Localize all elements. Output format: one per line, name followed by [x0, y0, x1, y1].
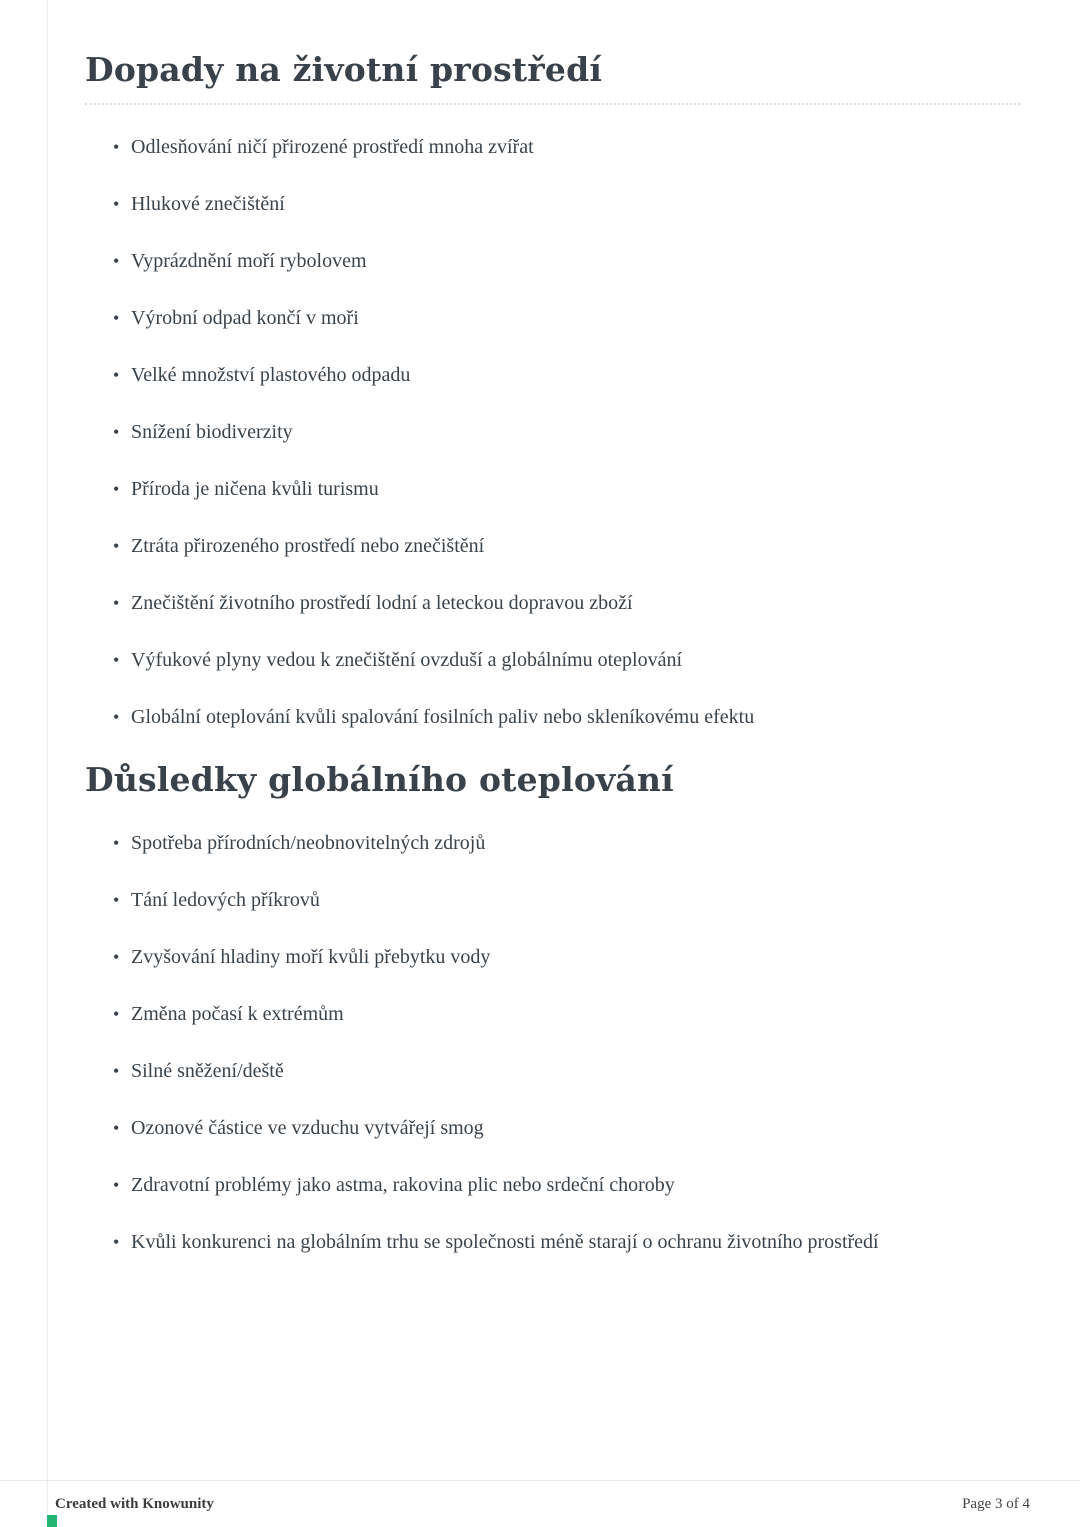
list-item: • Silné sněžení/deště	[113, 1057, 943, 1086]
list-item: • Zdravotní problémy jako astma, rakovina plic nebo srdeční choroby	[113, 1171, 943, 1200]
list-item: • Spotřeba přírodních/neobnovitelných zdrojů	[113, 829, 943, 858]
list-item: • Příroda je ničena kvůli turismu	[113, 475, 943, 504]
page-number-label: Page 3 of 4	[962, 1495, 1030, 1512]
list-item: • Výrobní odpad končí v moři	[113, 304, 943, 333]
section-title-environmental-impacts: Dopady na životní prostředí	[85, 50, 1020, 105]
list-item: • Výfukové plyny vedou k znečištění ovzduší a globálnímu oteplování	[113, 646, 943, 675]
section-title-global-warming-consequences: Důsledky globálního oteplování	[85, 760, 674, 799]
list-item: • Zvyšování hladiny moří kvůli přebytku vody	[113, 943, 943, 972]
list-item: • Ztráta přirozeného prostředí nebo znečištění	[113, 532, 943, 561]
list-item: • Ozonové částice ve vzduchu vytvářejí smog	[113, 1114, 943, 1143]
list-item: • Vyprázdnění moří rybolovem	[113, 247, 943, 276]
list-item: • Znečištění životního prostředí lodní a leteckou dopravou zboží	[113, 589, 943, 618]
list-item: • Velké množství plastového odpadu	[113, 361, 943, 390]
bullet-list-environmental-impacts	[113, 133, 1020, 732]
green-corner-mark	[47, 1515, 57, 1527]
list-item: • Změna počasí k extrémům	[113, 1000, 943, 1029]
list-item: • Globální oteplování kvůli spalování fosilních paliv nebo skleníkovému efektu	[113, 703, 943, 732]
created-with-knowunity-label: Created with Knowunity	[55, 1495, 214, 1512]
list-item: • Snížení biodiverzity	[113, 418, 943, 447]
list-item: • Kvůli konkurenci na globálním trhu se společnosti méně starají o ochranu životního prostředí	[113, 1228, 943, 1257]
list-item: • Odlesňování ničí přirozené prostředí mnoha zvířat	[113, 133, 943, 162]
list-item: • Hlukové znečištění	[113, 190, 943, 219]
page-left-border	[47, 0, 48, 1527]
list-item: • Tání ledových příkrovů	[113, 886, 943, 915]
page-footer	[0, 1480, 1080, 1527]
bullet-list-global-warming-consequences	[113, 829, 1020, 1257]
